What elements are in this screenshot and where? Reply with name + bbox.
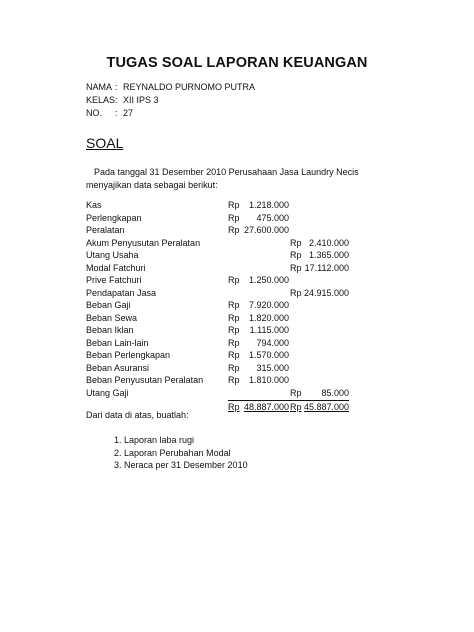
info-separator: :: [115, 82, 118, 92]
debit-currency: Rp: [228, 350, 240, 360]
account-name: Kas: [86, 200, 102, 210]
ledger-row: [86, 250, 366, 263]
ledger-row: [86, 363, 366, 376]
ledger-row: [86, 238, 366, 251]
info-row-nama: [86, 81, 255, 94]
account-name: Beban Sewa: [86, 312, 138, 323]
document-title: TUGAS SOAL LAPORAN KEUANGAN: [106, 55, 368, 71]
debit-currency: Rp: [228, 325, 240, 335]
ledger-row: [86, 300, 366, 313]
account-name: Prive Fatchuri: [86, 275, 142, 285]
ledger-table: [86, 200, 366, 415]
ledger-row: [86, 200, 366, 213]
credit-amount: 24.915.000: [303, 287, 349, 298]
debit-amount: 27.600.000: [243, 225, 289, 235]
debit-currency: Rp: [228, 212, 240, 223]
debit-amount: 1.570.000: [248, 350, 289, 360]
credit-amount: 85.000: [321, 387, 349, 398]
debit-currency: Rp: [228, 225, 240, 235]
info-row-kelas: [86, 94, 255, 107]
info-label: KELAS: [86, 95, 116, 105]
ledger-row: [86, 213, 366, 226]
info-value: REYNALDO PURNOMO PUTRA: [123, 82, 256, 92]
task-list: [114, 434, 248, 472]
student-info: [86, 81, 255, 120]
info-value: 27: [123, 108, 134, 118]
soal-heading: SOAL: [86, 135, 124, 151]
debit-amount: 794.000: [256, 337, 289, 348]
debit-currency: Rp: [228, 337, 240, 348]
info-separator: :: [115, 108, 118, 118]
debit-currency: Rp: [228, 375, 240, 385]
account-name: Akum Penyusutan Peralatan: [86, 237, 201, 248]
total-credit-amount: 45.887.000: [303, 402, 349, 412]
ledger-row: [86, 313, 366, 326]
info-row-no: [86, 107, 255, 120]
account-name: Beban Asuransi: [86, 362, 150, 373]
instruction-text: Dari data di atas, buatlah:: [86, 410, 189, 420]
info-label: NO.: [86, 108, 103, 118]
credit-currency: Rp: [290, 237, 302, 248]
debit-currency: Rp: [228, 300, 240, 310]
task-item: 3. Neraca per 31 Desember 2010: [114, 460, 248, 470]
total-debit-amount: 48.887.000: [243, 402, 289, 412]
account-name: Perlengkapan: [86, 212, 142, 223]
account-name: Pendapatan Jasa: [86, 287, 157, 298]
debit-amount: 475.000: [256, 212, 289, 223]
credit-amount: 17.112.000: [304, 262, 349, 273]
debit-amount: 315.000: [256, 362, 289, 373]
debit-amount: 7.920.000: [248, 300, 289, 310]
credit-amount: 2.410.000: [308, 237, 349, 248]
intro-paragraph: Pada tanggal 31 Desember 2010 Perusahaan Jasa Laundry Necis menyajikan data sebagai berikut:: [86, 167, 359, 190]
account-name: Beban Penyusutan Peralatan: [86, 375, 204, 385]
total-rule: [228, 400, 349, 401]
debit-currency: Rp: [228, 275, 240, 285]
credit-currency: Rp: [290, 387, 302, 398]
ledger-row: [86, 388, 366, 401]
total-debit-currency: Rp: [228, 402, 240, 412]
account-name: Modal Fatchuri: [86, 262, 146, 273]
debit-currency: Rp: [228, 200, 240, 210]
total-credit-currency: Rp: [290, 402, 302, 412]
info-separator: :: [115, 95, 118, 105]
account-name: Beban Iklan: [86, 325, 134, 335]
ledger-row: [86, 288, 366, 301]
account-name: Utang Usaha: [86, 250, 139, 260]
ledger-row: [86, 350, 366, 363]
ledger-row: [86, 375, 366, 388]
account-name: Peralatan: [86, 225, 125, 235]
debit-amount: 1.218.000: [248, 200, 289, 210]
credit-currency: Rp: [290, 262, 302, 273]
account-name: Beban Lain-lain: [86, 337, 149, 348]
credit-currency: Rp: [290, 287, 302, 298]
task-item: 2. Laporan Perubahan Modal: [114, 447, 231, 458]
debit-currency: Rp: [228, 312, 240, 323]
ledger-row: [86, 263, 366, 276]
debit-amount: 1.810.000: [248, 375, 289, 385]
debit-currency: Rp: [228, 362, 240, 373]
account-name: Beban Perlengkapan: [86, 350, 171, 360]
debit-amount: 1.250.000: [248, 275, 289, 285]
credit-currency: Rp: [290, 250, 302, 260]
credit-amount: 1.365.000: [308, 250, 349, 260]
info-label: NAMA: [86, 82, 113, 92]
ledger-row: [86, 338, 366, 351]
account-name: Beban Gaji: [86, 300, 131, 310]
debit-amount: 1.820.000: [248, 312, 289, 323]
account-name: Utang Gaji: [86, 387, 129, 398]
info-value: XII IPS 3: [123, 95, 159, 105]
ledger-row: [86, 325, 366, 338]
ledger-row: [86, 225, 366, 238]
task-item: 1. Laporan laba rugi: [114, 435, 195, 445]
debit-amount: 1.115.000: [249, 325, 289, 335]
ledger-row: [86, 275, 366, 288]
